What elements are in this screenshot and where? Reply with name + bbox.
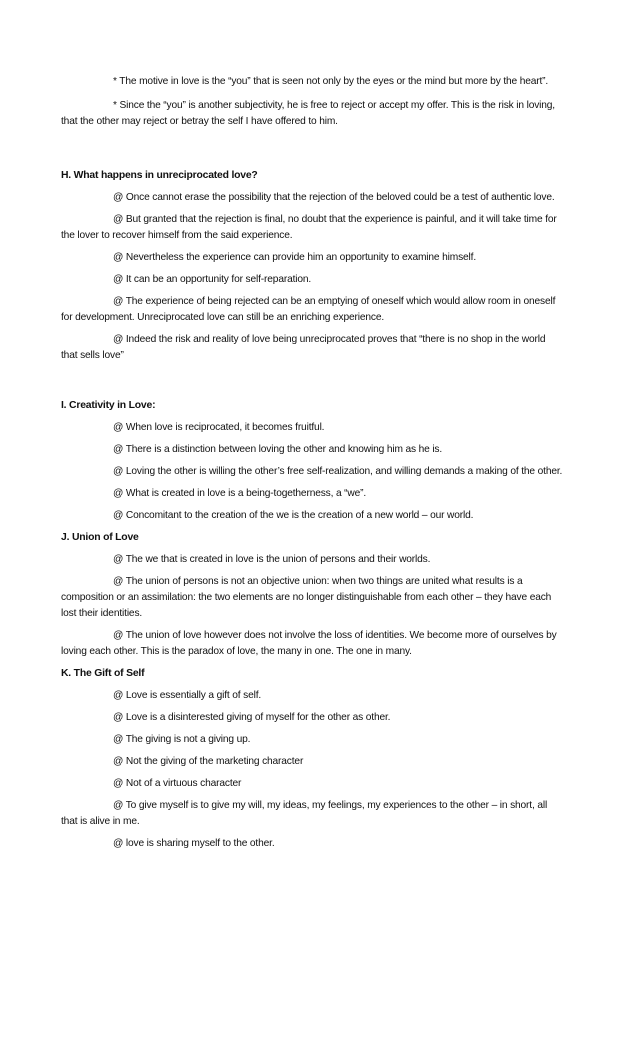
section-k-paragraph: @ Love is a disinterested giving of myself for the other as other. bbox=[113, 712, 391, 723]
section-k-paragraph: @ Not of a virtuous character bbox=[113, 778, 242, 789]
section-i-paragraph: @ When love is reciprocated, it becomes fruitful. bbox=[113, 422, 325, 433]
intro-paragraph-1: * The motive in love is the “you” that is seen not only by the eyes or the mind but more by the heart”. bbox=[113, 76, 549, 87]
section-i-paragraph: @ What is created in love is a being-togetherness, a “we”. bbox=[113, 488, 367, 499]
intro-paragraph-2: * Since the “you” is another subjectivity, he is free to reject or accept my offer. This is the risk in loving, that the other may reject or betray the self I have offered to him. bbox=[61, 100, 555, 127]
section-i-paragraph: @ Concomitant to the creation of the we is the creation of a new world – our world. bbox=[113, 510, 474, 521]
section-k-paragraph: @ The giving is not a giving up. bbox=[113, 734, 251, 745]
section-h-paragraph: @ Indeed the risk and reality of love being unreciprocated proves that “there is no shop in the world that sells love” bbox=[61, 334, 546, 361]
section-j-paragraph: @ The union of persons is not an objective union: when two things are united what results is a composition or an assimilation: the two elements are no longer distinguishable from each other – they have each lost their identities. bbox=[61, 576, 552, 619]
document-body bbox=[61, 74, 563, 852]
section-j-paragraph: @ The union of love however does not involve the loss of identities. We become more of ourselves by loving each other. This is the paradox of love, the many in one. The one in many. bbox=[61, 630, 557, 657]
section-h-heading: H. What happens in unreciprocated love? bbox=[61, 170, 258, 181]
section-k-paragraph: @ Not the giving of the marketing character bbox=[113, 756, 304, 767]
section-h-paragraph: @ The experience of being rejected can be an emptying of oneself which would allow room in oneself for development. Unreciprocated love can still be an enriching experience. bbox=[61, 296, 556, 323]
section-h-paragraph: @ It can be an opportunity for self-reparation. bbox=[113, 274, 312, 285]
section-j-paragraph: @ The we that is created in love is the union of persons and their worlds. bbox=[113, 554, 431, 565]
section-i-paragraph: @ There is a distinction between loving the other and knowing him as he is. bbox=[113, 444, 443, 455]
section-k-heading: K. The Gift of Self bbox=[61, 668, 145, 679]
section-j-heading: J. Union of Love bbox=[61, 532, 139, 543]
section-h-paragraph: @ But granted that the rejection is final, no doubt that the experience is painful, and it will take time for the lover to recover himself from the said experience. bbox=[61, 214, 557, 241]
section-k-paragraph: @ Love is essentially a gift of self. bbox=[113, 690, 262, 701]
section-k-paragraph: @ To give myself is to give my will, my ideas, my feelings, my experiences to the other – in short, all that is alive in me. bbox=[61, 800, 548, 827]
section-h-paragraph: @ Once cannot erase the possibility that the rejection of the beloved could be a test of authentic love. bbox=[113, 192, 555, 203]
section-i-heading: I. Creativity in Love: bbox=[61, 400, 156, 411]
section-i-paragraph: @ Loving the other is willing the other’s free self-realization, and willing demands a making of the other. bbox=[113, 466, 563, 477]
section-k-paragraph: @ love is sharing myself to the other. bbox=[113, 838, 275, 849]
section-h-paragraph: @ Nevertheless the experience can provide him an opportunity to examine himself. bbox=[113, 252, 477, 263]
